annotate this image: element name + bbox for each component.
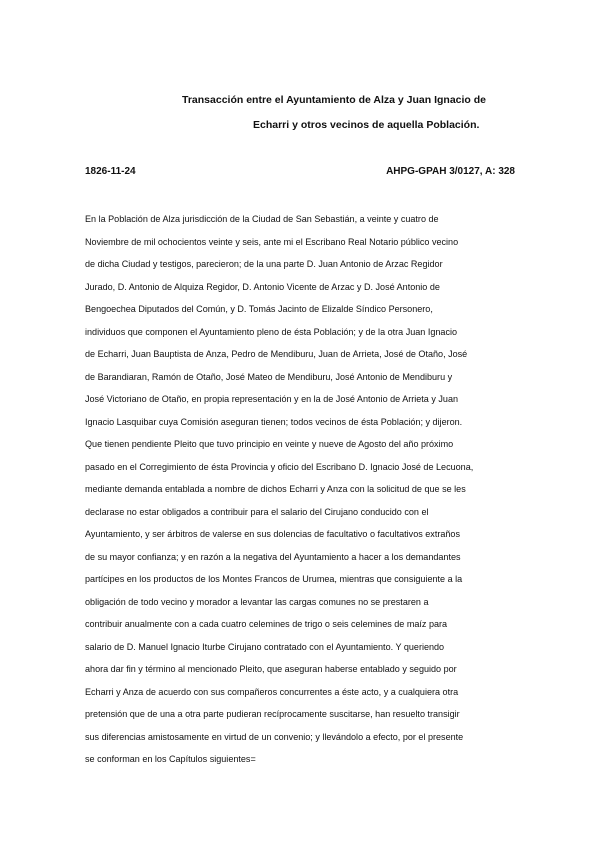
body-line: de dicha Ciudad y testigos, parecieron; de la una parte D. Juan Antonio de Arzac Regidor — [85, 259, 443, 269]
document-meta — [85, 166, 515, 180]
title-line-1: Transacción entre el Ayuntamiento de Alza y Juan Ignacio de — [182, 94, 486, 106]
body-line: se conforman en los Capítulos siguientes= — [85, 754, 256, 764]
body-line: Ignacio Lasquibar cuya Comisión aseguran tienen; todos vecinos de ésta Población; y dijeron. — [85, 416, 463, 427]
body-line: Jurado, D. Antonio de Alquiza Regidor, D. Antonio Vicente de Arzac y D. José Antonio de — [85, 281, 440, 292]
body-line: sus diferencias amistosamente en virtud de un convenio; y llevándolo a efecto, por el presente — [85, 731, 464, 742]
body-line: ahora dar fin y término al mencionado Pleito, que aseguran haberse entablado y seguido por — [85, 664, 457, 674]
body-line: salario de D. Manuel Ignacio Iturbe Cirujano contratado con el Ayuntamiento. Y queriendo — [85, 641, 445, 652]
body-line: Ayuntamiento, y ser árbitros de valerse en sus dolencias de facultativo o facultativos extraños — [85, 529, 460, 539]
body-line: Que tienen pendiente Pleito que tuvo principio en veinte y nueve de Agosto del año próximo — [85, 439, 454, 449]
title-line-2: Echarri y otros vecinos de aquella Población. — [253, 119, 480, 131]
document-date: 1826-11-24 — [85, 166, 136, 177]
body-line: declarase no estar obligados a contribuir para el salario del Cirujano conducido con el — [85, 506, 429, 517]
body-line: de Barandiaran, Ramón de Otaño, José Mateo de Mendiburu, José Antonio de Mendiburu y — [85, 371, 453, 382]
archive-reference: AHPG-GPAH 3/0127, A: 328 — [386, 166, 515, 177]
body-line: individuos que componen el Ayuntamiento pleno de ésta Población; y de la otra Juan Ignacio — [85, 326, 458, 337]
body-line: partícipes en los productos de los Montes Francos de Urumea, mientras que consiguiente a la — [85, 574, 463, 584]
body-line: Bengoechea Diputados del Común, y D. Tomás Jacinto de Elizalde Síndico Personero, — [85, 304, 433, 314]
body-line: Noviembre de mil ochocientos veinte y seis, ante mi el Escribano Real Notario público vecino — [85, 236, 459, 247]
body-line: contribuir anualmente con a cada cuatro celemines de trigo o seis celemines de maíz para — [85, 619, 448, 629]
body-line: José Victoriano de Otaño, en propia representación y en la de José Antonio de Arrieta y Juan — [85, 394, 459, 404]
body-line: Echarri y Anza de acuerdo con sus compañeros concurrentes a éste acto, y a cualquiera otra — [85, 686, 459, 697]
body-line: de Echarri, Juan Bauptista de Anza, Pedro de Mendiburu, Juan de Arrieta, José de Otaño, José — [85, 349, 468, 359]
body-line: En la Población de Alza jurisdicción de la Ciudad de San Sebastián, a veinte y cuatro de — [85, 214, 439, 224]
body-line: pasado en el Corregimiento de ésta Provincia y oficio del Escribano D. Ignacio José de Lecuona, — [85, 461, 474, 472]
body-line: pretensión que de una a otra parte pudieran recíprocamente suscitarse, han resuelto transigir — [85, 709, 460, 719]
document-body — [85, 208, 517, 771]
body-line: obligación de todo vecino y morador a levantar las cargas comunes no se prestaren a — [85, 596, 429, 607]
body-line: de su mayor confianza; y en razón a la negativa del Ayuntamiento a hacer a los demandantes — [85, 551, 461, 562]
body-line: mediante demanda entablada a nombre de dichos Echarri y Anza con la solicitud de que se les — [85, 484, 466, 494]
